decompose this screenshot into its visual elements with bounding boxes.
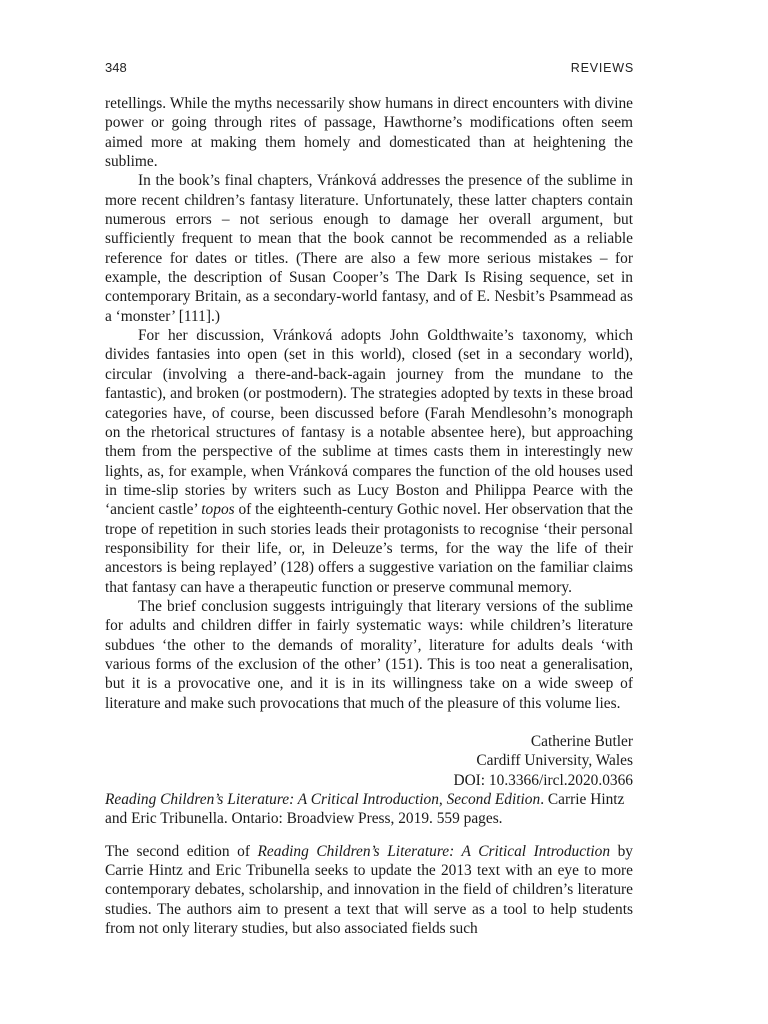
paragraph-1: retellings. While the myths necessarily show humans in direct encounters with divine power or going through rites of passage, Hawthorne’s modifications often seem aimed more at making them homely and domesticated than at heightening the sublime. <box>105 95 633 171</box>
book-details: . Carrie Hintz and Eric Tribunella. Ontario: Broadview Press, 2019. 559 pages. <box>105 791 625 828</box>
review-doi: DOI: 10.3366/ircl.2020.0366 <box>453 771 633 789</box>
paragraph-3-text-a: For her discussion, Vránková adopts John Goldthwaite’s taxonomy, which divides fantasies into open (set in this world), closed (set in a secondary world), circular (involving a there-and-back-again journey from the mundane to the fantastic), and broken (or postmodern). The strategies adopted by texts in these broad categories have, of course, been discussed before (Farah Mendlesohn’s monograph on the rhetorical structures of fantasy is a notable absentee here), but approaching them from the perspective of the sublime at times casts them in interestingly new lights, as, for example, when Vránková compares the function of the old houses used in time-slip stories by writers such as Lucy Boston and Philippa Pearce with the ‘ancient castle’ <box>105 327 633 519</box>
review-intro-title: Reading Children’s Literature: A Critical Introduction <box>257 842 611 860</box>
running-head: REVIEWS <box>570 61 634 75</box>
reviewer-affiliation: Cardiff University, Wales <box>476 752 633 770</box>
paragraph-4: The brief conclusion suggests intriguingly that literary versions of the sublime for adults and children differ in fairly systematic ways: while children’s literature subdues ‘the other to the demands of morality’, literature for adults deals ‘with various forms of the exclusion of the other’ (151). This is too neat a generalisation, but it is a provocative one, and it is in its willingness take on a wide sweep of literature and make such provocations that much of the pleasure of this volume lies. <box>105 597 633 712</box>
paragraph-3-italic: topos <box>201 501 235 519</box>
paragraph-2: In the book’s final chapters, Vránková addresses the presence of the sublime in more recent children’s fantasy literature. Unfortunately, these latter chapters contain numerous errors – not serious enough to damage her overall argument, but sufficiently frequent to mean that the book cannot be recommended as a reliable reference for dates or titles. (There are also a few more serious mistakes – for example, the description of Susan Cooper’s The Dark Is Rising sequence, set in contemporary Britain, as a secondary-world fantasy, and of E. Nesbit’s Psammead as a ‘monster’ [111].) <box>105 172 633 325</box>
paragraph-3 <box>105 326 633 597</box>
book-citation <box>105 790 633 829</box>
reviewer-name: Catherine Butler <box>530 733 633 750</box>
review-intro-text-b: by Carrie Hintz and Eric Tribunella seeks to update the 2013 text with an eye to more contemporary debates, scholarship, and innovation in the field of children’s literature studies. The authors aim to present a text that will serve as a tool to help students from not only literary studies, but also associated fields such <box>105 842 633 938</box>
review-intro-text-a: The second edition of <box>105 842 258 860</box>
review-intro-paragraph <box>105 842 633 939</box>
reviewer-signature <box>105 732 633 790</box>
book-title: Reading Children’s Literature: A Critical Introduction, Second Edition <box>105 791 541 809</box>
page-number: 348 <box>105 60 127 75</box>
page-body <box>105 94 633 938</box>
paragraph-3-text-b: of the eighteenth-century Gothic novel. Her observation that the trope of repetition in such stories leads their protagonists to recognise ‘their personal responsibility for their life, or, in Deleuze’s terms, for the way the life of their ancestors is being replayed’ (128) offers a suggestive variation on the familiar claims that fantasy can have a therapeutic function or preserve communal memory. <box>105 501 633 596</box>
page-header <box>105 60 634 75</box>
